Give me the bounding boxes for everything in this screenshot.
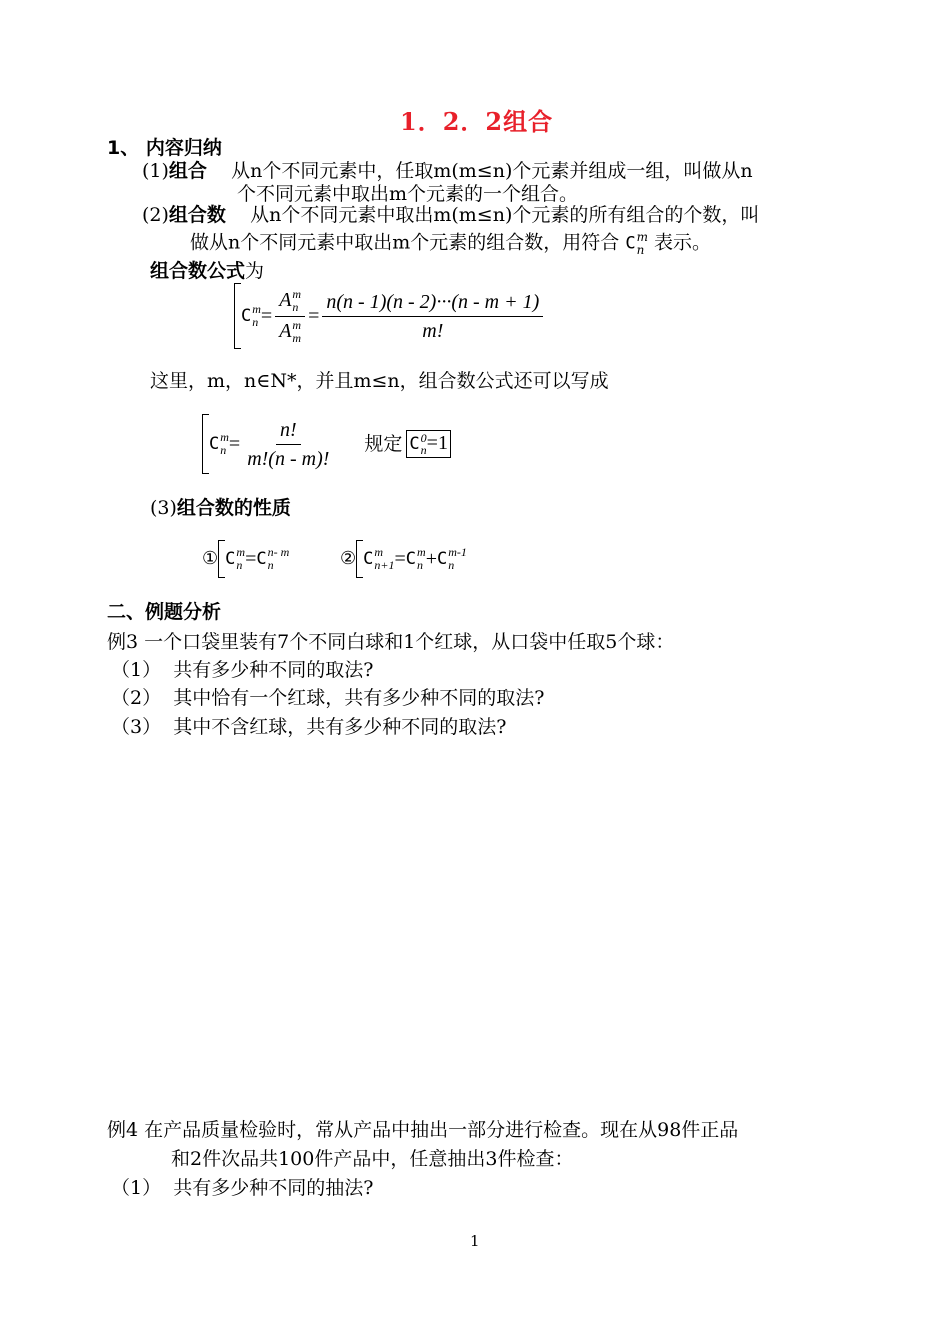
combination-formula-2 [202, 414, 451, 474]
denominator: m!(n - m)! [247, 447, 330, 470]
equals: = [228, 433, 241, 455]
example-3-intro: 例3 一个口袋里装有7个不同白球和1个红球，从口袋中任取5个球： [107, 631, 675, 653]
definition-text: 从n个不同元素中，任取m(m≤n)个元素并组成一组，叫做从n [231, 160, 753, 182]
denominator: A m m [279, 318, 302, 345]
fraction-A [275, 288, 305, 345]
property-symmetry: ① C m n = C n- m n [202, 540, 289, 578]
denominator: m! [422, 319, 444, 342]
definition-continuation: 个不同元素中取出m个元素的一个组合。 [237, 183, 579, 205]
rule-label: 规定 [364, 432, 403, 455]
example-4-question-1: （1） 共有多少种不同的抽法? [111, 1177, 374, 1199]
formula-label: 组合数公式为 [150, 260, 265, 282]
example-4-intro: 例4 在产品质量检验时，常从产品中抽出一部分进行检查。现在从98件正品 [107, 1119, 739, 1141]
formula-bracket [356, 540, 363, 578]
fraction-factorial [243, 418, 333, 471]
example-3-question-3: （3） 其中不含红球，共有多少种不同的取法? [111, 716, 507, 738]
section2-heading: 二、例题分析 [107, 601, 222, 623]
definition-text: 从n个不同元素中取出m(m≤n)个元素的所有组合的个数，叫 [250, 204, 760, 226]
formula-bracket [234, 283, 241, 349]
equals: = [260, 305, 273, 327]
item-label: (2) [142, 204, 169, 226]
item-label: (1) [142, 160, 169, 182]
symbol-C: C [625, 233, 636, 254]
indices: m n [220, 430, 229, 457]
here-text: 这里，m，n∈N*，并且m≤n，组合数公式还可以写成 [150, 370, 609, 392]
example-3-question-1: （1） 共有多少种不同的取法? [111, 659, 374, 681]
page-title: 1．2．2组合 [400, 107, 554, 136]
property-pascal: ② C m n+1 = C m n + C m-1 n [340, 540, 467, 578]
fraction-product [322, 290, 543, 343]
combination-formula-1 [234, 283, 546, 349]
definition-combination [142, 160, 753, 183]
numerator: n! [276, 418, 301, 445]
definition-text: 表示。 [654, 231, 712, 254]
page-number: 1 [470, 1232, 480, 1250]
example-3-question-2: （2） 其中恰有一个红球，共有多少种不同的取法? [111, 687, 545, 709]
numerator: n(n - 1)(n - 2)···(n - m + 1) [322, 290, 543, 317]
symbol-C: C [209, 433, 220, 454]
symbol-C: C [241, 305, 252, 326]
formula-bracket [218, 540, 225, 578]
symbol-indices: m n [636, 230, 648, 257]
example-4-intro-continued: 和2件次品共100件产品中，任意抽出3件检查： [171, 1148, 574, 1170]
definition-text: 做从n个不同元素中取出m个元素的组合数，用符合 [190, 231, 620, 254]
term-combination: 组合 [168, 160, 207, 182]
numerator: A m n [275, 288, 305, 317]
rule-formula: C 0 n =1 [406, 430, 451, 458]
indices: m n [252, 302, 261, 329]
formula-bracket [202, 414, 209, 474]
definition-combination-number [142, 204, 759, 227]
definition-continuation [190, 231, 711, 256]
equals: = [308, 305, 320, 327]
properties-heading: (3)组合数的性质 [150, 497, 291, 519]
section1-heading: 1、 内容归纳 [107, 137, 222, 159]
term-combination-number: 组合数 [168, 204, 226, 226]
